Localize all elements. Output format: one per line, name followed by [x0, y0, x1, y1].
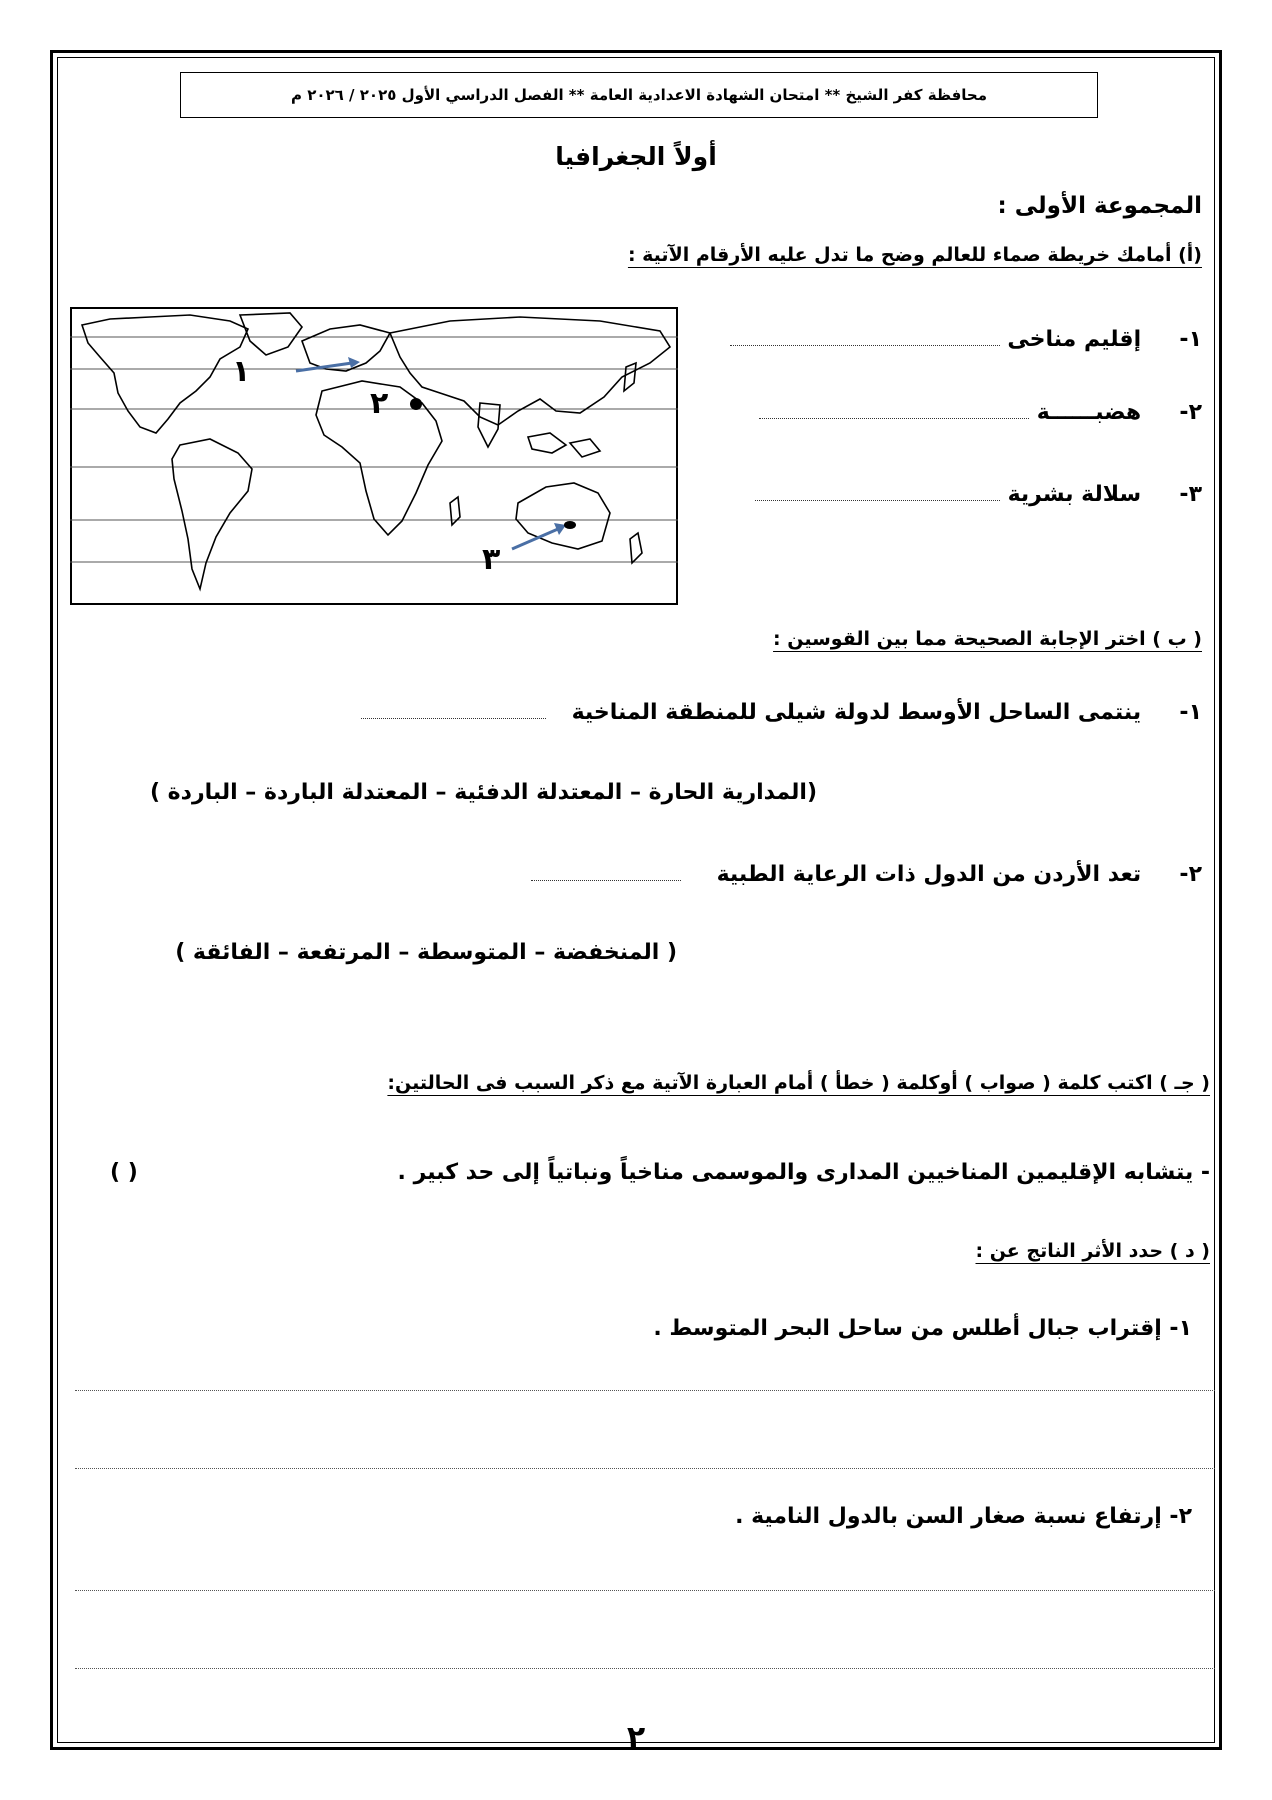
item-label: سلالة بشرية	[1007, 482, 1142, 507]
marker-dot-3	[564, 521, 576, 529]
page-title: أولاً الجغرافيا	[555, 142, 717, 171]
page-number: ٢	[626, 1720, 646, 1755]
section-a-heading: (أ) أمامك خريطة صماء للعالم وضح ما تدل عليه الأرقام الآتية :	[627, 244, 1202, 266]
question-number: ١-	[1179, 700, 1202, 725]
section-c-statement: - يتشابه الإقليمين المناخيين المدارى والموسمى مناخياً ونباتياً إلى حد كبير .	[397, 1160, 1210, 1185]
map-label-1: ١	[232, 354, 251, 389]
group-heading: المجموعة الأولى :	[997, 193, 1202, 219]
section-b-question-2	[531, 862, 1202, 887]
marker-dot-2	[410, 398, 422, 410]
world-map	[70, 307, 678, 605]
question-text: تعد الأردن من الدول ذات الرعاية الطبية	[716, 862, 1142, 887]
answer-blank[interactable]	[755, 500, 1000, 501]
section-c-answer-bracket[interactable]: ( )	[110, 1160, 138, 1185]
exam-header: محافظة كفر الشيخ ** امتحان الشهادة الاعدادية العامة ** الفصل الدراسي الأول ٢٠٢٥ / ٢٠٢٦ م	[180, 72, 1098, 118]
item-number: ٢-	[1179, 400, 1202, 425]
answer-line[interactable]	[75, 1590, 1215, 1591]
answer-blank[interactable]	[531, 880, 681, 881]
question-text: ينتمى الساحل الأوسط لدولة شيلى للمنطقة المناخية	[571, 700, 1142, 725]
answer-blank[interactable]	[730, 345, 1000, 346]
answer-line[interactable]	[75, 1668, 1215, 1669]
map-label-2: ٢	[370, 386, 389, 421]
section-b-options-1: (المدارية الحارة – المعتدلة الدفئية – المعتدلة الباردة – الباردة )	[149, 780, 817, 805]
section-b-question-1	[361, 700, 1202, 725]
section-d-question-2: ٢- إرتفاع نسبة صغار السن بالدول النامية .	[735, 1504, 1192, 1529]
item-label: إقليم مناخى	[1007, 327, 1142, 352]
item-number: ١-	[1179, 327, 1202, 352]
answer-line[interactable]	[75, 1468, 1215, 1469]
section-d-question-1: ١- إقتراب جبال أطلس من ساحل البحر المتوسط .	[653, 1316, 1192, 1341]
answer-blank[interactable]	[759, 418, 1029, 419]
section-b-options-2: ( المنخفضة – المتوسطة – المرتفعة – الفائقة )	[175, 940, 677, 965]
section-a-item-1	[730, 327, 1202, 352]
answer-line[interactable]	[75, 1390, 1215, 1391]
item-label: هضبــــــة	[1036, 400, 1142, 425]
section-b-heading: ( ب ) اختر الإجابة الصحيحة مما بين القوسين :	[773, 628, 1202, 650]
answer-blank[interactable]	[361, 718, 546, 719]
section-a-item-3	[755, 482, 1202, 507]
section-a-item-2	[759, 400, 1202, 425]
map-label-3: ٣	[482, 542, 501, 577]
item-number: ٣-	[1179, 482, 1202, 507]
section-d-heading: ( د ) حدد الأثر الناتج عن :	[975, 1240, 1210, 1262]
question-number: ٢-	[1179, 862, 1202, 887]
section-c-heading: ( جـ ) اكتب كلمة ( صواب ) أوكلمة ( خطأ ) أمام العبارة الآتية مع ذكر السبب فى الحالتين:	[387, 1072, 1210, 1094]
